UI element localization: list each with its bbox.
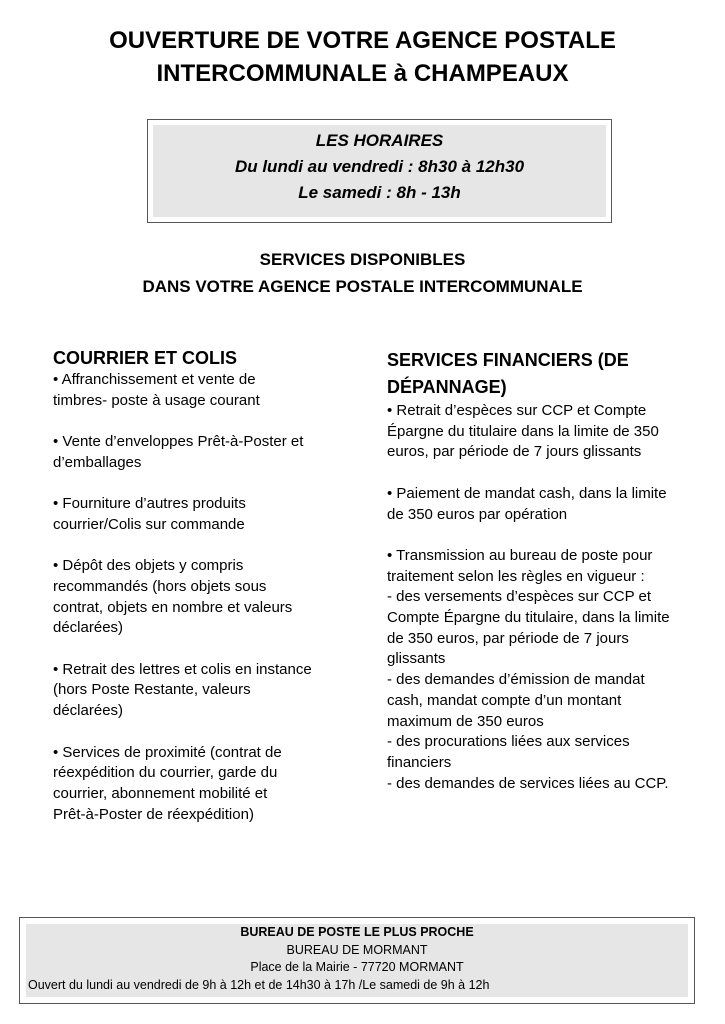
opening-hours-panel [153,125,606,217]
title-line-1: OUVERTURE DE VOTRE AGENCE POSTALE [109,27,616,54]
list-item-line: euros, par période de 7 jours glissants [387,443,642,461]
services-heading-line-1: SERVICES DISPONIBLES [259,250,466,269]
list-item-line: de 350 euros, par période de 7 jours [387,629,629,647]
list-item-line: • Dépôt des objets y compris [53,557,244,575]
list-item [53,494,343,535]
list-item-line: • Services de proximité (contrat de [53,743,282,761]
services-heading [0,246,725,300]
list-item [53,660,343,722]
nearest-office-name: BUREAU DE MORMANT [286,942,428,957]
services-heading-line-2: DANS VOTRE AGENCE POSTALE INTERCOMMUNALE [142,277,583,296]
list-item-line: - des demandes d’émission de mandat [387,671,645,689]
list-item-line: • Vente d’enveloppes Prêt-à-Poster et [53,433,304,451]
list-item [387,484,697,525]
list-item-line: (hors Poste Restante, valeurs [53,681,251,699]
financial-services-column [387,347,697,815]
financial-services-heading [387,347,697,401]
list-item-line: déclarées) [53,619,124,637]
list-item [387,401,697,463]
list-item [53,743,343,826]
financial-heading-line-2: DÉPANNAGE) [387,377,507,397]
financial-heading-line-1: SERVICES FINANCIERS (DE [387,350,629,370]
nearest-post-office-box [19,917,695,1004]
list-item-line: contrat, objets en nombre et valeurs [53,598,293,616]
list-item-line: Prêt-à-Poster de réexpédition) [53,805,254,823]
financial-services-list [387,401,697,794]
nearest-office-hours: Ouvert du lundi au vendredi de 9h à 12h et de 14h30 à 17h /Le samedi de 9h à 12h [28,977,490,992]
list-item-line: • Paiement de mandat cash, dans la limite [387,484,667,502]
list-item-line: Épargne du titulaire dans la limite de 350 [387,422,659,440]
nearest-office-heading: BUREAU DE POSTE LE PLUS PROCHE [240,925,474,939]
hours-heading: LES HORAIRES [315,131,444,150]
opening-hours-box [147,119,612,223]
list-item-line: traitement selon les règles en vigueur : [387,567,645,585]
list-item [53,556,343,639]
hours-saturday: Le samedi : 8h - 13h [298,183,461,202]
list-item-line: d’emballages [53,453,142,471]
list-item-line: de 350 euros par opération [387,505,568,523]
mail-parcels-column [53,347,343,846]
list-item-line: cash, mandat compte d’un montant [387,691,622,709]
page-title [0,24,725,90]
list-item [53,432,343,473]
list-item-line: maximum de 350 euros [387,712,544,730]
nearest-post-office-panel [26,924,688,997]
list-item-line: • Transmission au bureau de poste pour [387,546,653,564]
list-item-line: déclarées) [53,702,124,720]
list-item [53,370,343,411]
list-item-line: Compte Épargne du titulaire, dans la limite [387,609,670,626]
list-item-line: - des versements d’espèces sur CCP et [387,588,652,606]
list-item [387,546,697,794]
list-item-line: courrier, abonnement mobilité et [53,784,268,802]
list-item-line: financiers [387,753,452,771]
list-item-line: • Retrait d’espèces sur CCP et Compte [387,402,647,419]
list-item-line: • Fourniture d’autres produits [53,495,246,513]
list-item-line: • Affranchissement et vente de [53,371,256,388]
list-item-line: - des demandes de services liées au CCP. [387,774,669,792]
list-item-line: timbres- poste à usage courant [53,391,260,409]
list-item-line: recommandés (hors objets sous [53,577,267,595]
list-item-line: - des procurations liées aux services [387,733,630,751]
title-line-2: INTERCOMMUNALE à CHAMPEAUX [156,60,569,87]
list-item-line: glissants [387,650,446,668]
list-item-line: réexpédition du courrier, garde du [53,764,278,782]
nearest-office-address: Place de la Mairie - 77720 MORMANT [250,960,464,974]
list-item-line: • Retrait des lettres et colis en instance [53,660,312,678]
hours-weekday: Du lundi au vendredi : 8h30 à 12h30 [234,157,525,176]
mail-parcels-list [53,370,343,825]
mail-parcels-heading: COURRIER ET COLIS [53,348,238,368]
list-item-line: courrier/Colis sur commande [53,515,245,533]
